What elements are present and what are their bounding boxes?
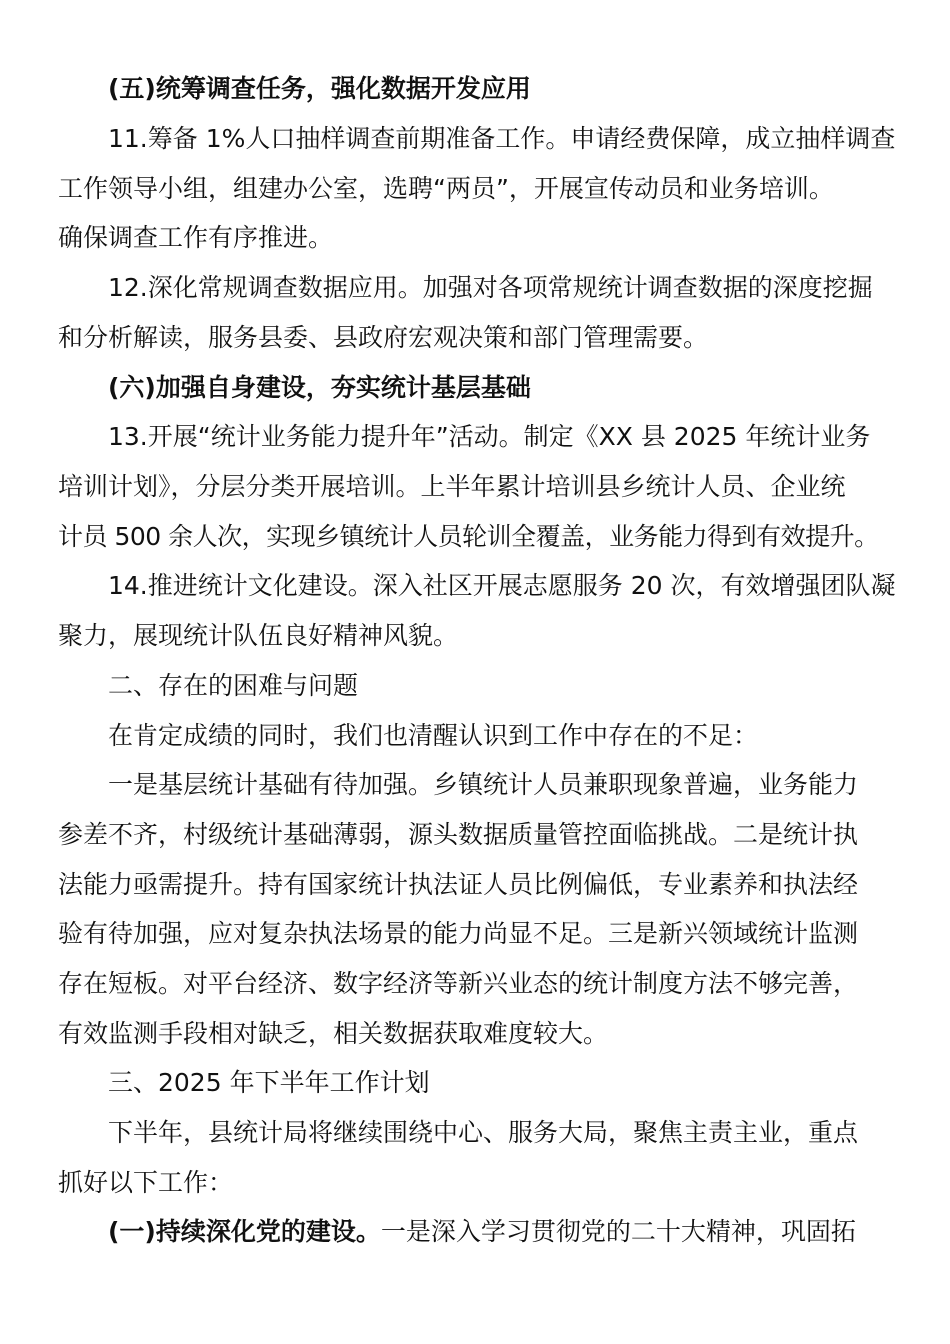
- paragraph-line: 确保调查工作有序推进。: [58, 223, 334, 252]
- section-heading: (五)统筹调查任务，强化数据开发应用: [108, 74, 531, 103]
- paragraph-line: 下半年，县统计局将继续围绕中心、服务大局，聚焦主责主业，重点: [108, 1118, 859, 1147]
- paragraph-line: 在肯定成绩的同时，我们也清醒认识到工作中存在的不足：: [108, 721, 759, 750]
- paragraph-line: 抓好以下工作：: [58, 1168, 234, 1197]
- section-heading: (六)加强自身建设，夯实统计基层基础: [108, 373, 531, 402]
- item-text: 一是深入学习贯彻党的二十大精神，巩固拓: [380, 1217, 856, 1246]
- paragraph-line: 11.筹备 1%人口抽样调查前期准备工作。申请经费保障，成立抽样调查: [108, 124, 896, 153]
- paragraph-line: 聚力，展现统计队伍良好精神风貌。: [58, 621, 459, 650]
- paragraph-line: 工作领导小组，组建办公室，选聘“两员”，开展宣传动员和业务培训。: [58, 174, 834, 203]
- item-lead: (一)持续深化党的建设。: [108, 1217, 381, 1246]
- paragraph-line: 验有待加强，应对复杂执法场景的能力尚显不足。三是新兴领域统计监测: [58, 919, 859, 948]
- part-heading: 三、2025 年下半年工作计划: [108, 1068, 430, 1097]
- paragraph-line: 计员 500 余人次，实现乡镇统计人员轮训全覆盖，业务能力得到有效提升。: [58, 522, 879, 551]
- paragraph-line: 一是基层统计基础有待加强。乡镇统计人员兼职现象普遍，业务能力: [108, 770, 859, 799]
- paragraph-line: 13.开展“统计业务能力提升年”活动。制定《XX 县 2025 年统计业务: [108, 422, 871, 451]
- paragraph-line: 和分析解读，服务县委、县政府宏观决策和部门管理需要。: [58, 323, 709, 352]
- part-heading: 二、存在的困难与问题: [108, 671, 359, 700]
- paragraph-line: 培训计划》，分层分类开展培训。上半年累计培训县乡统计人员、企业统: [58, 472, 846, 501]
- paragraph-line: 法能力亟需提升。持有国家统计执法证人员比例偏低，专业素养和执法经: [58, 870, 859, 899]
- paragraph-line: 有效监测手段相对缺乏，相关数据获取难度较大。: [58, 1019, 609, 1048]
- paragraph-line: 14.推进统计文化建设。深入社区开展志愿服务 20 次，有效增强团队凝: [108, 571, 896, 600]
- paragraph-line: 存在短板。对平台经济、数字经济等新兴业态的统计制度方法不够完善，: [58, 969, 859, 998]
- paragraph-line: [108, 1207, 898, 1257]
- paragraph-line: 12.深化常规调查数据应用。加强对各项常规统计调查数据的深度挖掘: [108, 273, 873, 302]
- paragraph-line: 参差不齐，村级统计基础薄弱，源头数据质量管控面临挑战。二是统计执: [58, 820, 859, 849]
